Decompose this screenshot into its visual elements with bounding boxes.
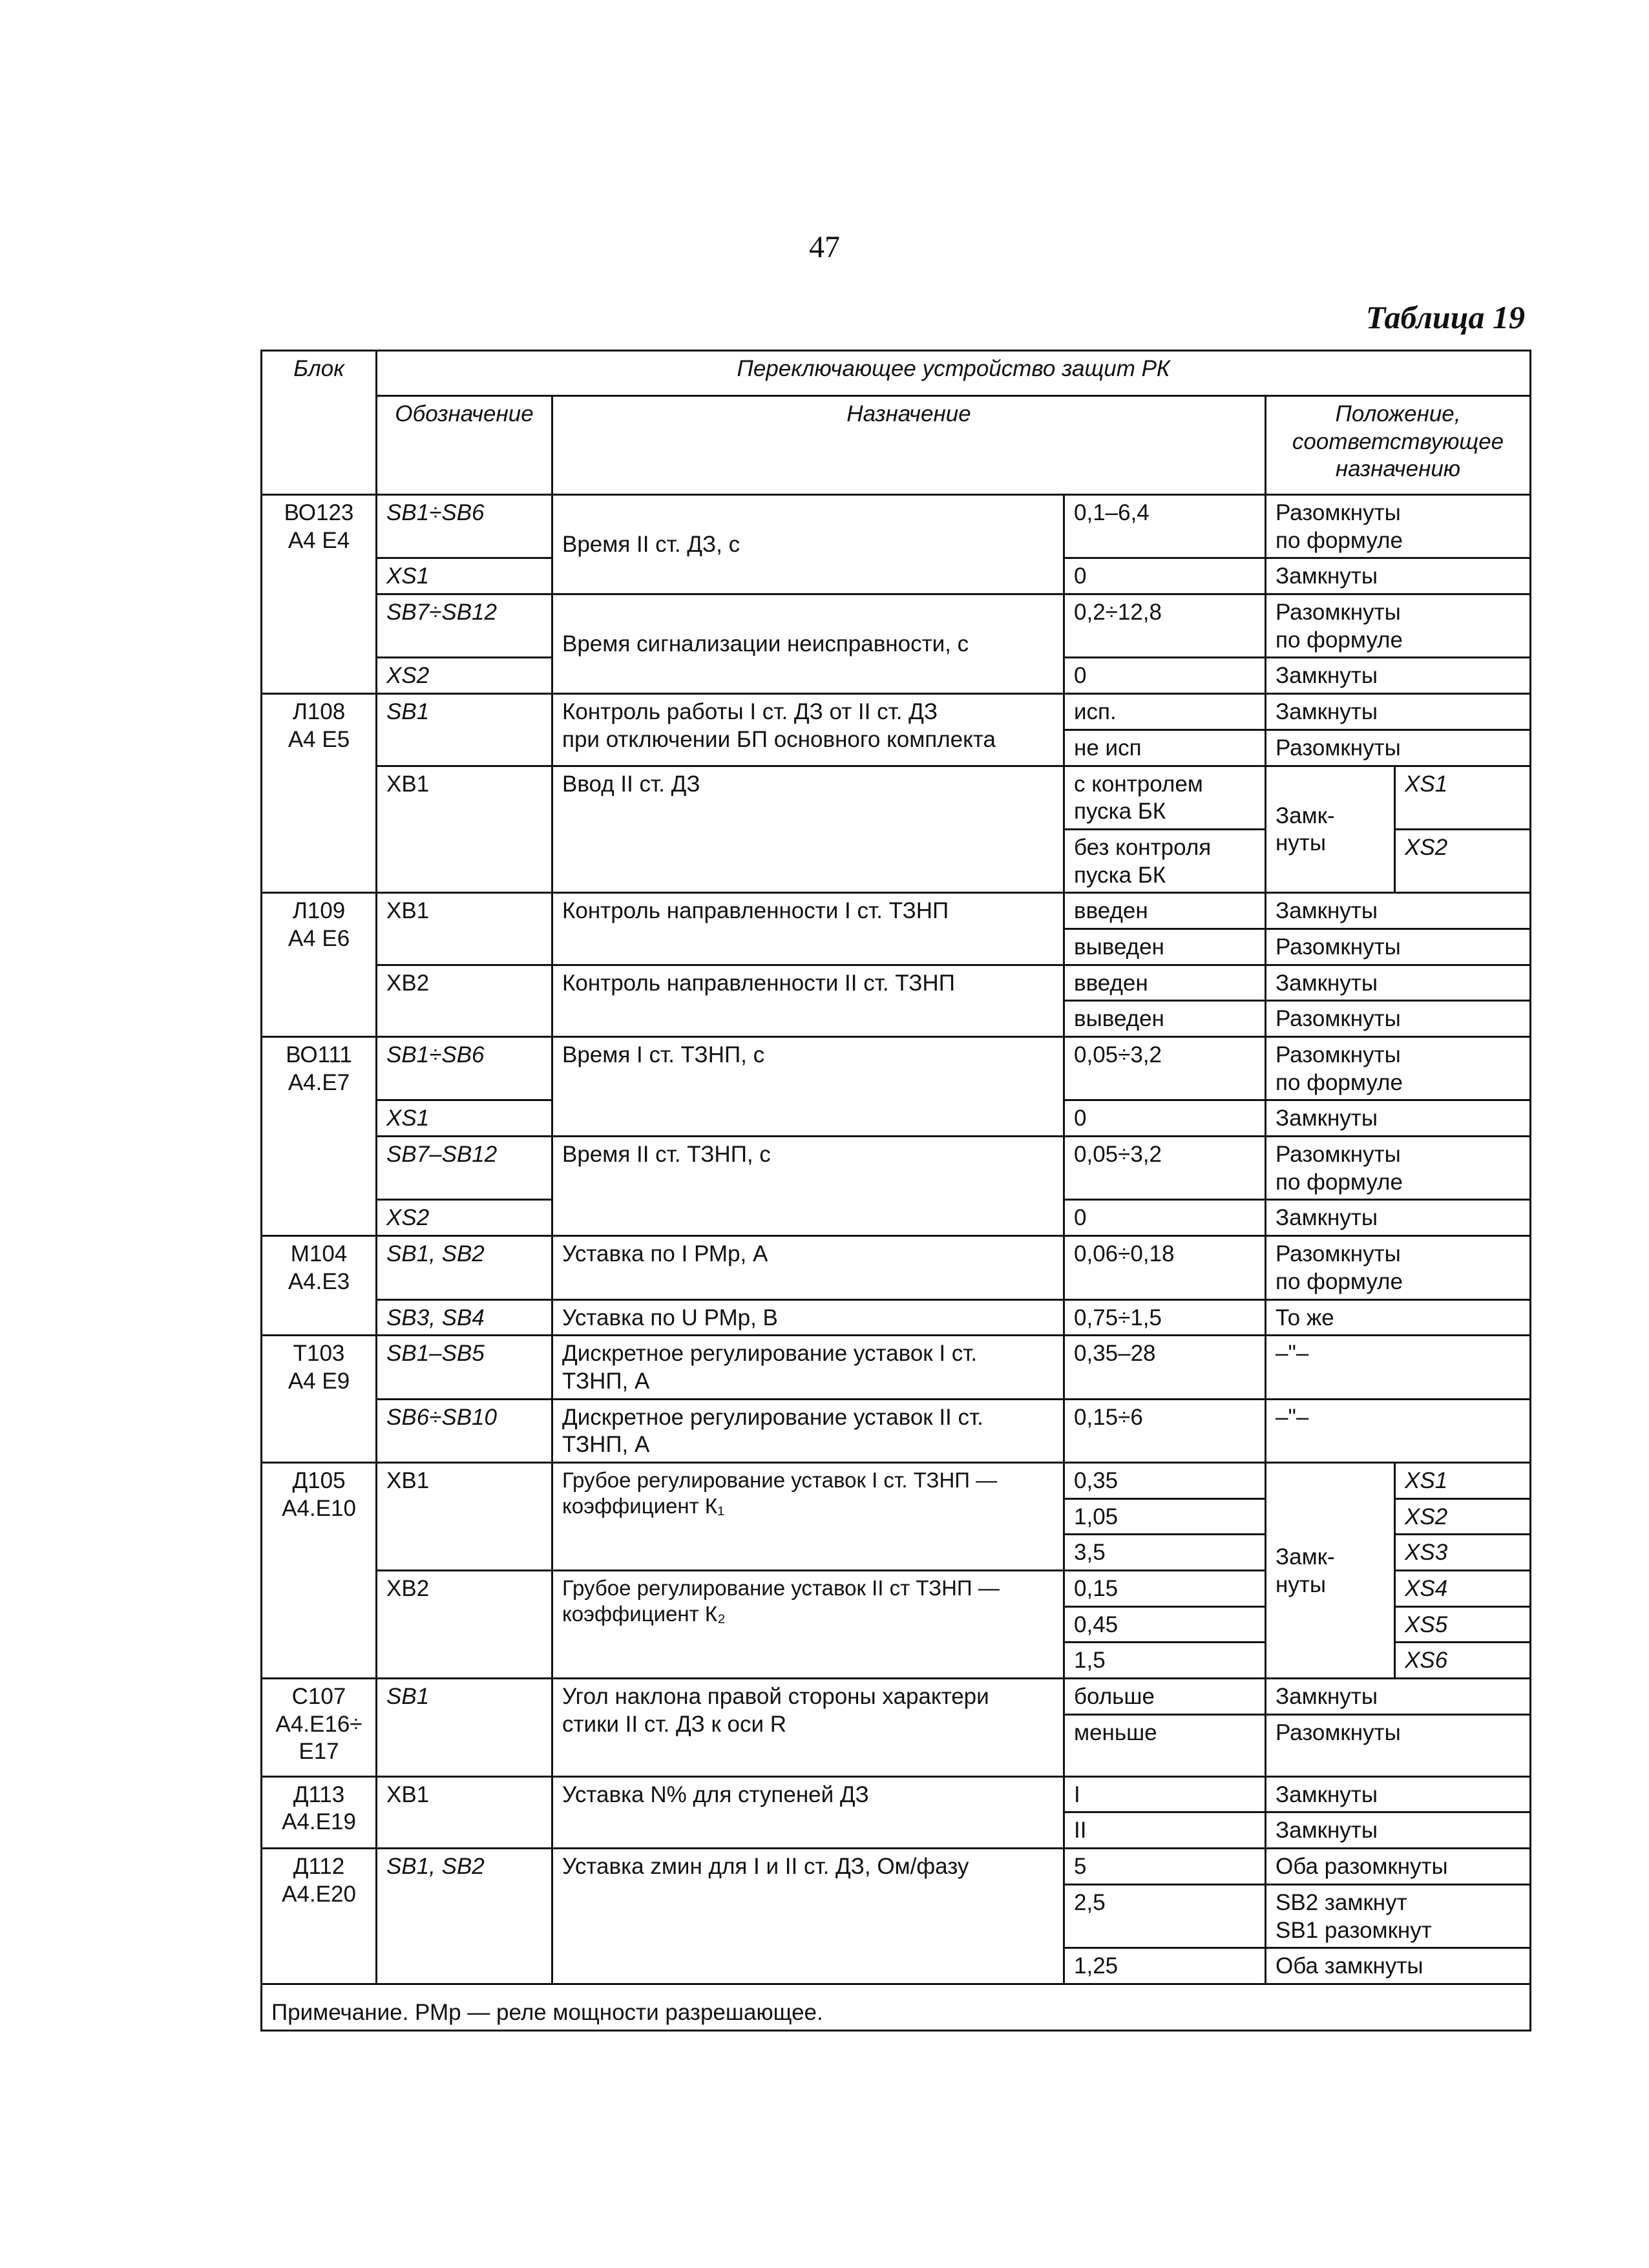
block-m104: М104 А4.Е3	[262, 1236, 377, 1336]
jumper-cell: XS4	[1395, 1571, 1531, 1607]
value-cell: меньше	[1064, 1714, 1266, 1776]
block-bo111: ВО111 А4.Е7	[262, 1037, 377, 1236]
purpose-cell: Контроль направленности II ст. ТЗНП	[552, 965, 1064, 1036]
block-d105: Д105 А4.Е10	[262, 1462, 377, 1678]
block-l109: Л109 А4 Е6	[262, 893, 377, 1037]
designation-cell: ХВ1	[377, 893, 552, 965]
header-device: Переключающее устройство защит РК	[377, 351, 1531, 396]
jumper-cell: XS3	[1395, 1535, 1531, 1571]
position-cell: То же	[1266, 1299, 1531, 1336]
purpose-cell: Время сигнализации неисправности, с	[552, 594, 1064, 694]
jumper-cell: XS6	[1395, 1643, 1531, 1679]
designation-cell: SB1, SB2	[377, 1236, 552, 1299]
page-number: 47	[809, 230, 840, 264]
designation-cell: SB1	[377, 694, 552, 766]
value-cell: без контроля пуска БК	[1064, 829, 1266, 892]
position-cell: Замк- нуты	[1266, 766, 1395, 893]
purpose-cell: Контроль направленности I ст. ТЗНП	[552, 893, 1064, 965]
position-cell: Замк- нуты	[1266, 1462, 1395, 1678]
header-position: Положение, соответствующее назначению	[1266, 396, 1531, 495]
designation-cell: SB7÷SB12	[377, 594, 552, 658]
value-cell: 0	[1064, 1200, 1266, 1236]
position-cell: Разомкнуты по формуле	[1266, 495, 1531, 558]
designation-cell: SB1–SB5	[377, 1336, 552, 1399]
jumper-cell: XS1	[1395, 1462, 1531, 1498]
designation-cell: ХВ1	[377, 766, 552, 893]
purpose-cell: Время II ст. ДЗ, с	[552, 495, 1064, 594]
position-cell: Разомкнуты	[1266, 1714, 1531, 1776]
value-cell: 0,1–6,4	[1064, 495, 1266, 558]
value-cell: 0,15	[1064, 1571, 1266, 1607]
position-cell: Замкнуты	[1266, 965, 1531, 1001]
settings-table	[260, 350, 1531, 2032]
position-cell: Разомкнуты по формуле	[1266, 1236, 1531, 1299]
position-cell: Разомкнуты	[1266, 1001, 1531, 1037]
designation-cell: SB1, SB2	[377, 1849, 552, 1984]
designation-cell: XS1	[377, 1100, 552, 1137]
value-cell: 0,15÷6	[1064, 1399, 1266, 1462]
value-cell: с контролем пуска БК	[1064, 766, 1266, 829]
value-cell: 1,25	[1064, 1948, 1266, 1984]
position-cell: Замкнуты	[1266, 1679, 1531, 1715]
purpose-cell: Грубое регулирование уставок I ст. ТЗНП — коэффициент К₁	[552, 1462, 1064, 1570]
jumper-cell: XS2	[1395, 1498, 1531, 1535]
table-note: Примечание. РМр — реле мощности разрешающее.	[262, 1984, 1531, 2030]
value-cell: введен	[1064, 893, 1266, 929]
purpose-cell: Уставка N% для ступеней ДЗ	[552, 1776, 1064, 1848]
value-cell: 0	[1064, 1100, 1266, 1137]
designation-cell: SB3, SB4	[377, 1299, 552, 1336]
value-cell: 0,05÷3,2	[1064, 1137, 1266, 1200]
purpose-cell: Уставка zмин для I и II ст. ДЗ, Ом/фазу	[552, 1849, 1064, 1984]
designation-cell: XS2	[377, 1200, 552, 1236]
jumper-cell: XS5	[1395, 1606, 1531, 1643]
jumper-cell: XS2	[1395, 829, 1531, 892]
header-purpose: Назначение	[552, 396, 1266, 495]
position-cell: Разомкнуты по формуле	[1266, 1037, 1531, 1100]
value-cell: не исп	[1064, 730, 1266, 766]
purpose-cell: Время II ст. ТЗНП, с	[552, 1137, 1064, 1236]
position-cell: Замкнуты	[1266, 1776, 1531, 1812]
position-cell: Оба замкнуты	[1266, 1948, 1531, 1984]
position-cell: Замкнуты	[1266, 893, 1531, 929]
value-cell: исп.	[1064, 694, 1266, 730]
position-cell: Оба разомкнуты	[1266, 1849, 1531, 1885]
value-cell: 5	[1064, 1849, 1266, 1885]
designation-cell: ХВ1	[377, 1462, 552, 1570]
header-block: Блок	[262, 351, 377, 495]
block-d113: Д113 А4.Е19	[262, 1776, 377, 1848]
position-cell: –"–	[1266, 1399, 1531, 1462]
value-cell: выведен	[1064, 929, 1266, 965]
block-l108: Л108 А4 Е5	[262, 694, 377, 893]
value-cell: введен	[1064, 965, 1266, 1001]
purpose-cell: Угол наклона правой стороны характери стики II ст. ДЗ к оси R	[552, 1679, 1064, 1777]
purpose-cell: Уставка по I РМр, А	[552, 1236, 1064, 1299]
block-d112: Д112 А4.Е20	[262, 1849, 377, 1984]
purpose-cell: Время I ст. ТЗНП, с	[552, 1037, 1064, 1137]
designation-cell: ХВ1	[377, 1776, 552, 1848]
jumper-cell: XS1	[1395, 766, 1531, 829]
purpose-cell: Ввод II ст. ДЗ	[552, 766, 1064, 893]
header-designation: Обозначение	[377, 396, 552, 495]
designation-cell: SB1	[377, 1679, 552, 1777]
value-cell: 3,5	[1064, 1535, 1266, 1571]
position-cell: Замкнуты	[1266, 658, 1531, 694]
designation-cell: ХВ2	[377, 1571, 552, 1679]
value-cell: 1,5	[1064, 1643, 1266, 1679]
position-cell: Разомкнуты по формуле	[1266, 1137, 1531, 1200]
value-cell: 0	[1064, 658, 1266, 694]
block-bo123: ВО123 А4 Е4	[262, 495, 377, 694]
designation-cell: SB1÷SB6	[377, 495, 552, 558]
purpose-cell: Контроль работы I ст. ДЗ от II ст. ДЗ при отключении БП основного комплекта	[552, 694, 1064, 766]
designation-cell: SB1÷SB6	[377, 1037, 552, 1100]
position-cell: Замкнуты	[1266, 558, 1531, 594]
designation-cell: XS1	[377, 558, 552, 594]
designation-cell: ХВ2	[377, 965, 552, 1036]
position-cell: Замкнуты	[1266, 1100, 1531, 1137]
purpose-cell: Дискретное регулирование уставок I ст. ТЗНП, А	[552, 1336, 1064, 1399]
value-cell: 0,35	[1064, 1462, 1266, 1498]
value-cell: 0,06÷0,18	[1064, 1236, 1266, 1299]
block-t103: Т103 А4 Е9	[262, 1336, 377, 1463]
value-cell: 2,5	[1064, 1884, 1266, 1948]
position-cell: –"–	[1266, 1336, 1531, 1399]
purpose-cell: Грубое регулирование уставок II ст ТЗНП — коэффициент К₂	[552, 1571, 1064, 1679]
position-cell: Замкнуты	[1266, 1812, 1531, 1849]
value-cell: 0,35–28	[1064, 1336, 1266, 1399]
designation-cell: SB6÷SB10	[377, 1399, 552, 1462]
designation-cell: SB7–SB12	[377, 1137, 552, 1200]
position-cell: Разомкнуты	[1266, 929, 1531, 965]
value-cell: 0,2÷12,8	[1064, 594, 1266, 658]
position-cell: SB2 замкнут SB1 разомкнут	[1266, 1884, 1531, 1948]
value-cell: 0,05÷3,2	[1064, 1037, 1266, 1100]
position-cell: Замкнуты	[1266, 1200, 1531, 1236]
position-cell: Разомкнуты	[1266, 730, 1531, 766]
table-caption: Таблица 19	[1365, 299, 1525, 335]
block-c107: С107 А4.Е16÷ Е17	[262, 1679, 377, 1777]
purpose-cell: Уставка по U РМр, В	[552, 1299, 1064, 1336]
value-cell: 0	[1064, 558, 1266, 594]
value-cell: 1,05	[1064, 1498, 1266, 1535]
value-cell: больше	[1064, 1679, 1266, 1715]
value-cell: 0,75÷1,5	[1064, 1299, 1266, 1336]
purpose-cell: Дискретное регулирование уставок II ст. ТЗНП, А	[552, 1399, 1064, 1462]
position-cell: Замкнуты	[1266, 694, 1531, 730]
value-cell: II	[1064, 1812, 1266, 1849]
value-cell: 0,45	[1064, 1606, 1266, 1643]
position-cell: Разомкнуты по формуле	[1266, 594, 1531, 658]
value-cell: выведен	[1064, 1001, 1266, 1037]
designation-cell: XS2	[377, 658, 552, 694]
value-cell: I	[1064, 1776, 1266, 1812]
